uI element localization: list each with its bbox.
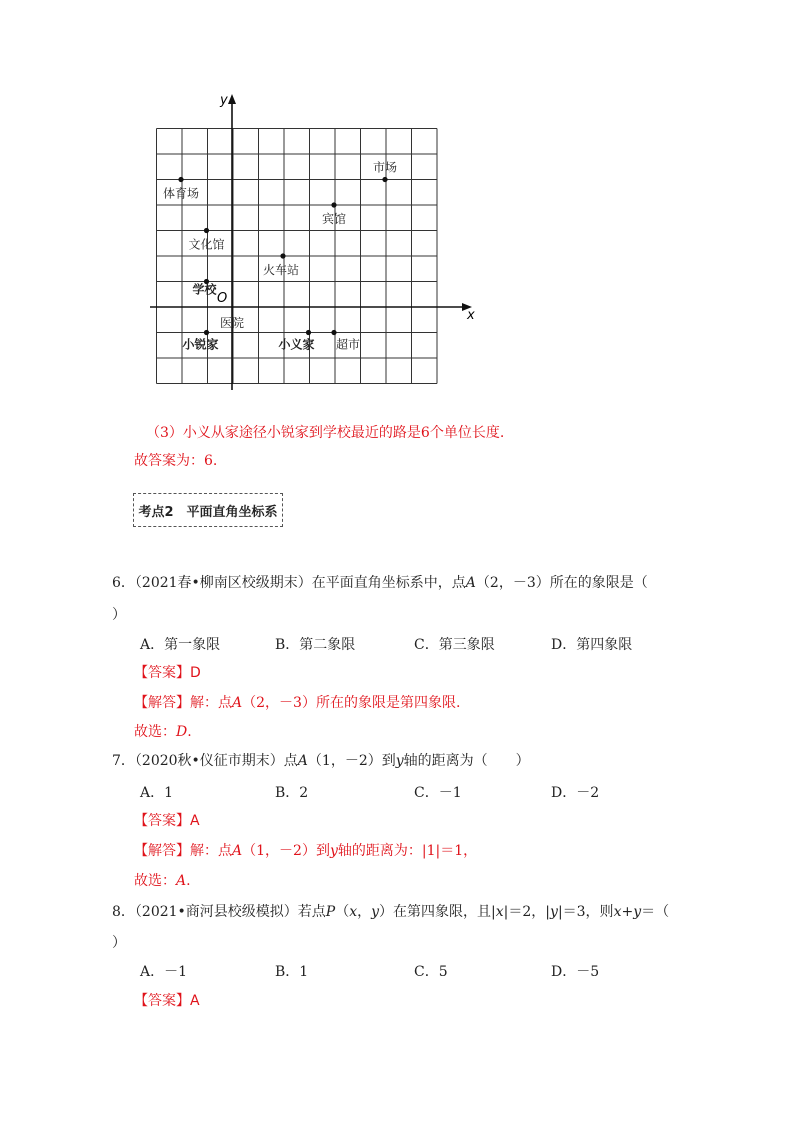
solution-part3: （3）小义从家途径小锐家到学校最近的路是6个单位长度. [146,425,505,441]
y-axis-label: y [220,93,228,108]
q8-option-d: D．－5 [551,964,600,980]
place-label: 体育场 [163,186,200,201]
x-axis [150,303,472,311]
place-label: 超市 [336,337,361,352]
place-point [382,177,387,182]
q8-stem: 8．（2021•商河县校级模拟）若点P（x，y）在第四象限，且|x|＝2，|y|＝3，则x+y＝（ [112,904,670,920]
q8-option-b: B．1 [275,964,309,980]
q6-stem-close: ） [112,607,126,623]
q8-option-a: A．－1 [140,964,188,980]
q7-option-c: C．－1 [414,785,462,801]
x-axis-label: x [467,308,475,323]
place-label: 文化馆 [188,237,225,252]
origin-label: O [217,291,228,306]
q6-analysis: 【解答】解：点A（2，－3）所在的象限是第四象限. [134,695,461,711]
place-point [280,253,285,258]
coordinate-grid-figure [150,90,490,390]
topic-box: 考点2 平面直角坐标系 [133,493,283,527]
place-point [331,202,336,207]
place-label: 市场 [373,160,398,175]
place-point [306,330,311,335]
place-point [204,330,209,335]
q6-option-a: A．第一象限 [140,637,221,653]
q6-option-c: C．第三象限 [414,637,495,653]
q7-option-a: A．1 [140,785,174,801]
place-label: 学校 [192,282,217,297]
q7-option-b: B．2 [275,785,309,801]
answer-line: 故答案为：6. [134,453,218,469]
q6-stem: 6．（2021春•柳南区校级期末）在平面直角坐标系中，点A（2，－3）所在的象限是（ [112,575,648,591]
place-label: 医院 [220,316,245,330]
place-label: 小义家 [278,337,315,352]
place-point [178,177,183,182]
place-label: 宾馆 [322,212,347,226]
q8-answer: 【答案】A [134,993,200,1009]
q8-option-c: C．5 [414,964,448,980]
place-point [331,330,336,335]
q6-option-b: B．第二象限 [275,637,356,653]
q7-stem: 7．（2020秋•仪征市期末）点A（1，－2）到y轴的距离为（ ） [112,753,530,769]
q7-option-d: D．－2 [551,785,600,801]
q7-choose: 故选：A. [134,873,191,889]
q6-answer: 【答案】D [134,665,201,681]
q6-choose: 故选：D. [134,724,192,740]
q7-answer: 【答案】A [134,813,200,829]
q7-analysis: 【解答】解：点A（1，－2）到y轴的距离为：|1|＝1， [134,843,478,859]
place-point [204,228,209,233]
q8-stem-close: ） [112,935,126,951]
q6-option-d: D．第四象限 [551,637,633,653]
place-label: 火车站 [263,263,300,277]
place-label: 小锐家 [182,337,219,352]
y-axis [228,94,236,390]
